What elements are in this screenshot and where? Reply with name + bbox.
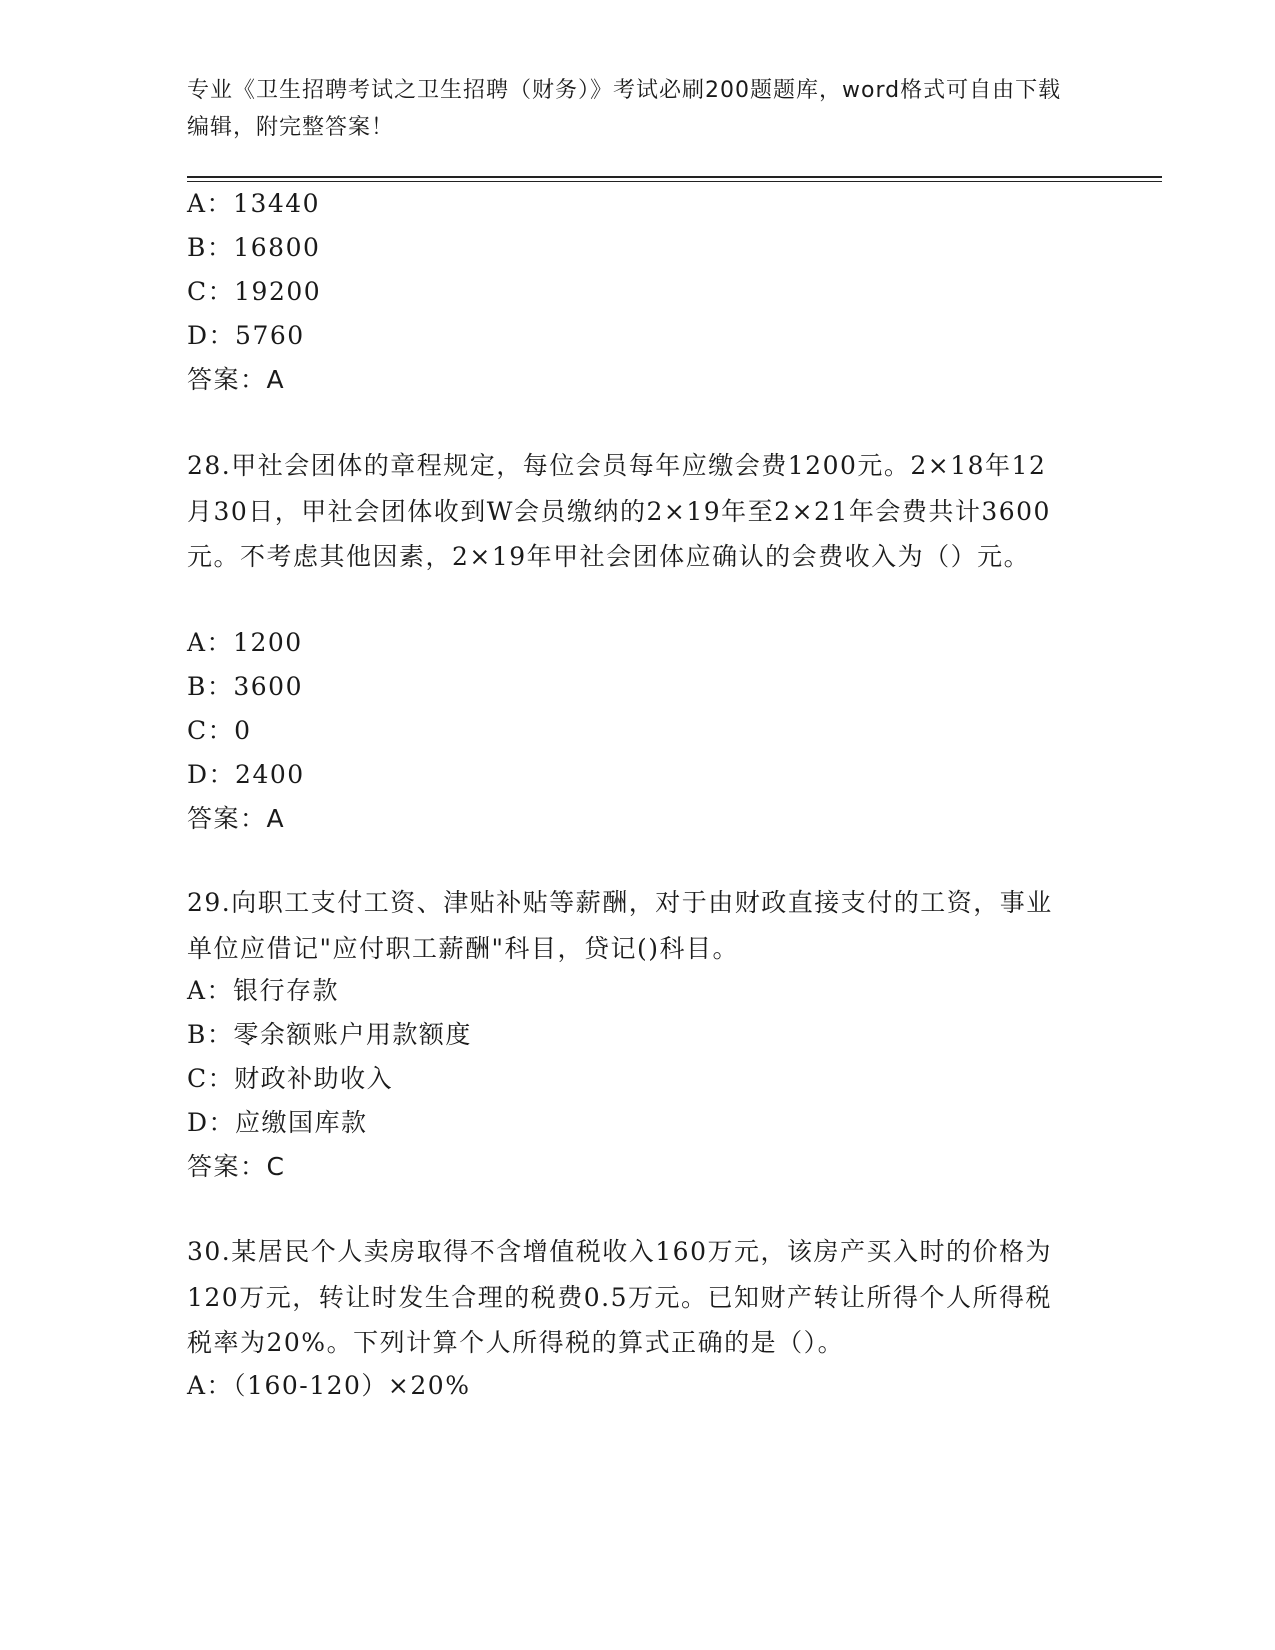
q27-option-d: D：5760 [187,321,305,350]
q27-option-a: A：13440 [187,189,321,218]
q28-option-c: C：0 [187,716,252,745]
q30-option-a: A：（160-120）×20% [187,1371,471,1400]
q28-option-b: B：3600 [187,672,303,701]
q27-option-b: B：16800 [187,233,321,262]
document-header: 专业《卫生招聘考试之卫生招聘（财务）》考试必刷200题题库，word格式可自由下载编辑，附完整答案！ [187,78,1062,140]
q29-answer: 答案：C [187,1152,286,1181]
q27-answer: 答案：A [187,365,286,394]
header-divider-thick [187,176,1162,178]
q29-option-d: D：应缴国库款 [187,1108,368,1137]
q29-option-c: C：财政补助收入 [187,1064,394,1093]
q28-option-a: A：1200 [187,628,303,657]
q28-answer: 答案：A [187,804,286,833]
header-divider-thin [187,181,1162,182]
q28-question: 28.甲社会团体的章程规定，每位会员每年应缴会费1200元。2×18年12月30日，甲社会团体收到W会员缴纳的2×19年至2×21年会费共计3600元。不考虑其他因素，2×19年甲社会团体应确认的会费收入为（）元。 [187,451,1051,571]
q28-option-d: D：2400 [187,760,305,789]
q29-question: 29.向职工支付工资、津贴补贴等薪酬，对于由财政直接支付的工资，事业单位应借记"应付职工薪酬"科目，贷记()科目。 [187,888,1053,963]
q29-option-b: B：零余额账户用款额度 [187,1020,472,1049]
q27-option-c: C：19200 [187,277,322,306]
q30-question: 30.某居民个人卖房取得不含增值税收入160万元，该房产买入时的价格为120万元，转让时发生合理的税费0.5万元。已知财产转让所得个人所得税税率为20%。下列计算个人所得税的算式正确的是（）。 [187,1237,1052,1357]
q29-option-a: A：银行存款 [187,976,340,1005]
